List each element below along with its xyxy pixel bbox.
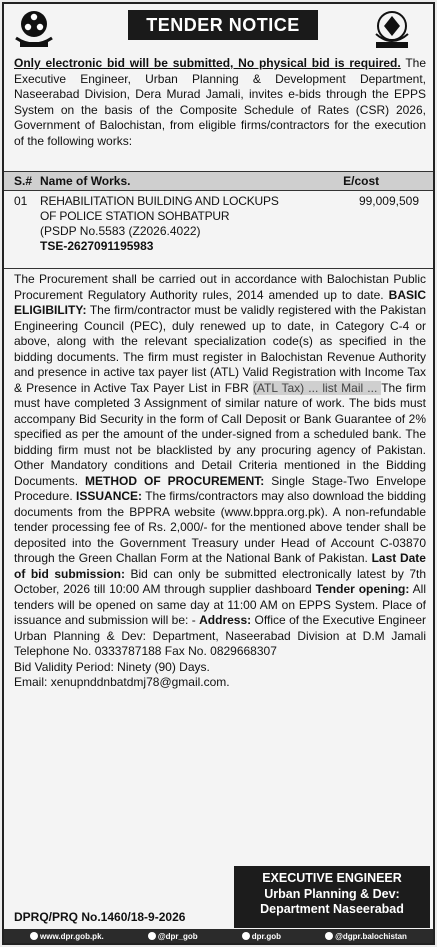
facebook-icon — [242, 932, 250, 940]
social-item-website[interactable] — [30, 932, 104, 941]
dpr-logo-icon — [12, 8, 56, 50]
notice-title: TENDER NOTICE — [128, 10, 318, 40]
basic-eligibility-label: BASIC ELIGIBILITY: — [14, 287, 426, 317]
tender-opening-label: Tender opening: — [315, 582, 410, 596]
government-seal-icon — [370, 8, 414, 50]
signature-division: Department Naseerabad — [260, 902, 404, 916]
work-name-header: Name of Works. — [36, 172, 339, 191]
notice-body — [14, 272, 426, 691]
work-name-line: OF POLICE STATION SOHBATPUR — [40, 209, 230, 223]
table-row — [4, 191, 433, 255]
social-item-facebook[interactable] — [242, 932, 281, 941]
table-divider — [4, 268, 433, 269]
social-label: @dpr_gob — [157, 931, 198, 941]
smudged-text: (ATL Tax) ... list Mail ... — [252, 380, 382, 395]
social-label: dpr.gob — [251, 931, 282, 941]
estimated-cost-header: E/cost — [339, 172, 433, 191]
psdp-number: (PSDP No.5583 (Z2026.4022) — [40, 224, 201, 238]
works-table — [4, 171, 433, 254]
tender-opening-text: All tenders will be opened on same day at 11:00 AM on EPPS System. Place of issuance and submission will be: - — [14, 582, 427, 627]
issuance-label: ISSUANCE: — [76, 489, 143, 503]
intro-paragraph — [14, 56, 426, 149]
social-item-twitter[interactable] — [148, 932, 198, 941]
last-date-text: Bid can only be submitted electronically latest by 7th October, 2026 till 10:00 AM through supplier dashboard — [14, 566, 426, 596]
social-footer — [4, 929, 433, 943]
social-label: www.dpr.gob.pk. — [40, 931, 104, 941]
signature-title: EXECUTIVE ENGINEER — [262, 871, 402, 885]
email-label: Email: — [14, 675, 48, 689]
work-name-line: REHABILITATION BUILDING AND LOCKUPS — [40, 194, 279, 208]
address-label: Address: — [199, 613, 252, 627]
electronic-bid-notice: Only electronic bid will be submitted, No physical bid is required. — [14, 56, 401, 70]
address-text: Office of the Executive Engineer Urban Planning & Dev: Department, Naseerabad Division at D.M Jamali Telephone No. 0333787188 Fax No. 0829668307 — [14, 613, 426, 658]
serial-cell: 01 — [14, 194, 28, 208]
social-item-instagram[interactable] — [325, 932, 407, 941]
works-table-header — [4, 172, 433, 191]
issuance-text: The firms/contractors may also download the bidding documents from the BPPRA website (www.bppra.org.pk). A non-refundable tender processing fee of Rs. 2,000/- for the mentioned above tender shall be deposited into the Government Treasury under Head of Account C-03870 through the Green Challan Form at the National Bank of Pakistan. — [14, 489, 426, 565]
method-of-procurement-label: METHOD OF PROCUREMENT: — [85, 473, 265, 488]
signature-block — [234, 866, 430, 928]
last-date-label: Last Date of bid submission: — [14, 551, 426, 581]
reference-number: DPRQ/PRQ No.1460/18-9-2026 — [14, 910, 186, 924]
instagram-icon — [325, 932, 333, 940]
notice-header — [4, 4, 433, 54]
tender-notice-page — [2, 2, 435, 945]
bid-validity: Bid Validity Period: Ninety (90) Days. — [14, 659, 210, 674]
serial-header: S.# — [4, 172, 36, 191]
work-name-cell — [36, 191, 339, 255]
social-label: @dgpr.balochistan — [335, 931, 407, 941]
email-value[interactable]: xenupnddnbatdmj78@gmail.com. — [50, 675, 230, 689]
globe-icon — [30, 932, 38, 940]
signature-department: Urban Planning & Dev: — [264, 886, 400, 901]
tse-number: TSE-2627091195983 — [40, 239, 154, 253]
intro-text: The Executive Engineer, Urban Planning & Development Department, Naseerabad Division, Dera Murad Jamali, invites e-bids through the EPPS System on the basis of the Composite Schedule of Rates (CSR) 2026, Government of Balochistan, from eligible firms/contractors for the execution of the following works: — [14, 56, 426, 148]
procurement-rules-text: The Procurement shall be carried out in accordance with Balochistan Public Procurement Regulatory Authority rules, 2014 amended up to date. — [14, 272, 426, 302]
method-of-procurement-text: Single Stage-Two Envelope Procedure. — [14, 473, 426, 503]
eligibility-text-continued: The firm must have completed 3 Assignment of similar nature of work. The bids must accompany Bid Security in the form of Call Deposit or Bank Guarantee of 2% specified as per the amount of the under-signed from a scheduled bank. The bidding firm must not be blacklisted by any procuring agency of Pakistan. Other Mandatory conditions and Detail Criteria mentioned in the Bidding Documents. — [14, 380, 426, 488]
email-line — [14, 675, 426, 691]
eligibility-text: The firm/contractor must be validly registered with the Pakistan Engineering Council (PEC), duly renewed up to date, in Category C-4 or above, along with the relevant specialization code(s) as specified in the bidding documents. The firm must register in Balochistan Revenue Authority and presence in active tax payer list (ATL) Valid Registration with Income Tax & Presence in Active Tax Payer List in FBR — [14, 303, 426, 395]
estimated-cost-cell: 99,009,509 — [358, 194, 419, 208]
twitter-icon — [148, 932, 156, 940]
